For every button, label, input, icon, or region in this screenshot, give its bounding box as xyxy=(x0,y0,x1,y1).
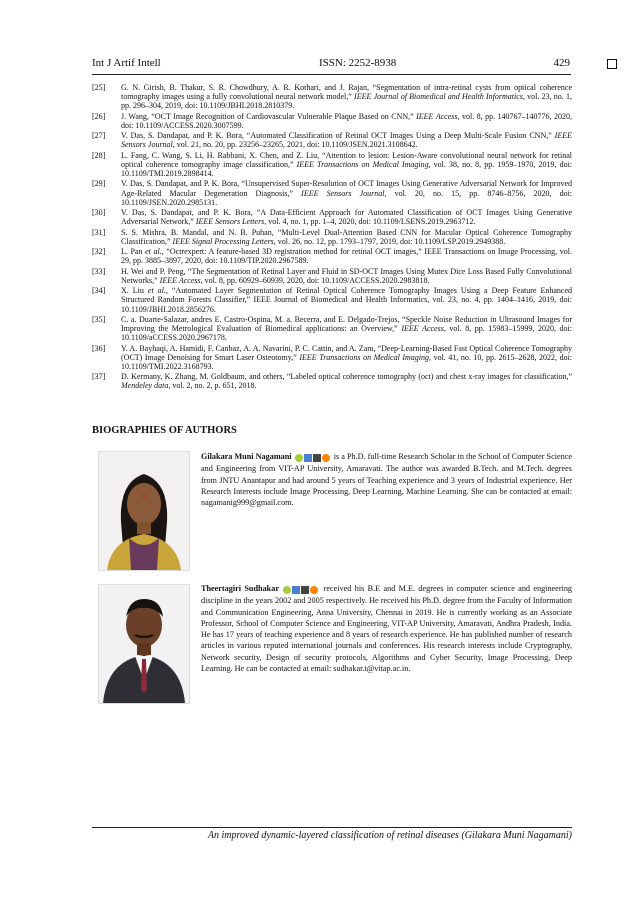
reference-text: V. Das, S. Dandapat, and P. K. Bora, “Automated Classification of Retinal OCT Images Using a Deep Multi-Scale Fusion CNN,” xyxy=(121,131,555,141)
reference-text: H. Wei and P. Peng, “The Segmentation of Retinal Layer and Fluid in SD-OCT Images Using Mutex Dice Loss Based Fully Convolutional Networks,” xyxy=(121,266,572,285)
reference-list xyxy=(92,83,572,392)
reference-details: , “Octrexpert: A feature-based 3D registration method for retinal OCT images,” IEEE Transactions on Image Processing, vol. 29, pp. 3885–3897, 2020, doi: 10.1109/TIP.2020.2967589. xyxy=(121,247,573,266)
reference-text: X. Liu xyxy=(121,286,148,296)
reference-venue: IEEE Sensors Journal xyxy=(301,188,385,198)
reference-text: V. Das, S. Dandapat, and P. K. Bora, “Unsupervised Super-Resolution of OCT Images Using Generative Adversarial Network for Improved Age-Related Macular Degeneration Diagnosis,” xyxy=(121,179,572,198)
reference-item xyxy=(92,247,572,265)
reference-text: Y. A. Bayhaqi, A. Hamidi, F. Canbaz, A. A. Navarini, P. C. Cattin, and A. Zam, “Deep-Learning-Based Fast Optical Coherence Tomography (OCT) Image Denoising for Smart Laser Osteotomy,” xyxy=(121,343,572,362)
reference-venue: Mendeley data xyxy=(121,381,169,391)
reference-venue: et al. xyxy=(147,286,166,296)
reference-text: S. S. Mishra, B. Mandal, and N. B. Puhan, “Multi-Level Dual-Attention Based CNN for Macular Optical Coherence Tomography Classification,” xyxy=(121,227,572,246)
reference-item xyxy=(92,315,572,343)
author2-portrait xyxy=(99,585,189,703)
reference-item xyxy=(92,228,572,246)
reference-venue: IEEE Journal of Biomedical and Health Informatics xyxy=(354,92,523,102)
reference-details: , vol. 8, pp. 140767–140776, 2020, doi: 10.1109/ACCESS.2020.3007599. xyxy=(121,111,572,130)
page-number: 429 xyxy=(553,57,570,69)
reference-details: , vol. 20, no. 15, pp. 8746–8756, 2020, doi: 10.1109/JSEN.2020.2985131. xyxy=(121,188,573,207)
reference-number: [35] xyxy=(92,314,106,324)
reference-details: , vol. 2, no. 2, p. 651, 2018. xyxy=(168,381,257,391)
reference-venue: IEEE Transactions on Medical Imaging xyxy=(296,159,429,169)
reference-details: , “Automated Layer Segmentation of Retinal Optical Coherence Tomography Images Using a Deep Feature Enhanced Structured Random Forests Classifier,” IEEE Journal of Biomedical and Health Informatics, vol. 23, no. 4, pp. 1404–1416, 2019, doi: 10.1109/JBHI.2018.2856276. xyxy=(121,286,572,314)
reference-text: L. Fang, C. Wang, S. Li, H. Rabbani, X. Chen, and Z. Liu, “Attention to lesion: Lesion-Aware convolutional neural network for retinal optical coherence tomography image classification,” xyxy=(121,150,572,169)
reference-venue: IEEE Access xyxy=(159,275,201,285)
reference-details: , vol. 38, no. 8, pp. 1959–1970, 2019, doi: 10.1109/TMI.2019.2898414. xyxy=(121,159,573,179)
scopus-icon[interactable] xyxy=(322,454,330,462)
reference-number: [32] xyxy=(92,247,106,257)
reference-venue: IEEE Transactions on Medical Imaging xyxy=(299,352,430,362)
reference-item xyxy=(92,344,572,372)
reference-venue: IEEE Access xyxy=(416,111,458,121)
author2-profile-links xyxy=(283,584,319,595)
author2-biography xyxy=(201,583,572,674)
page-header xyxy=(92,57,570,73)
reference-details: , vol. 8, pp. 60929–60939, 2020, doi: 10.1109/ACCESS.2020.2983818. xyxy=(200,275,430,285)
reference-number: [30] xyxy=(92,208,106,218)
reference-number: [31] xyxy=(92,227,106,237)
reference-text: G. N. Girish, B. Thakur, S. R. Chowdhury, A. R. Kothari, and J. Rajan, “Segmentation of intra-retinal cysts from optical coherence tomography images using a fully convolutional neural network model,” xyxy=(121,83,572,102)
checkbox-square-icon xyxy=(607,59,617,69)
reference-item xyxy=(92,151,572,179)
reference-item xyxy=(92,112,572,130)
google-scholar-icon[interactable] xyxy=(292,586,300,594)
web-of-science-icon[interactable] xyxy=(301,586,309,594)
issn: ISSN: 2252-8938 xyxy=(319,57,397,69)
author1-portrait xyxy=(99,452,189,570)
author1-biography xyxy=(201,451,572,508)
reference-number: [27] xyxy=(92,131,106,141)
reference-number: [25] xyxy=(92,83,106,92)
author1-photo xyxy=(98,451,190,571)
reference-details: , vol. 41, no. 10, pp. 2615–2628, 2022, doi: 10.1109/TMI.2022.3168793. xyxy=(121,352,573,371)
author2-name: Theertagiri Sudhakar xyxy=(201,584,279,593)
reference-item xyxy=(92,267,572,285)
reference-number: [26] xyxy=(92,111,106,121)
reference-text: J. Wang, “OCT Image Recognition of Cardiovascular Vulnerable Plaque Based on CNN,” xyxy=(121,111,417,121)
reference-details: , vol. 8, pp. 15983–15999, 2020, doi: 10.1109/aCCESS.2020.2967178. xyxy=(121,324,572,343)
reference-details: , vol. 26, no. 12, pp. 1793–1797, 2019, doi: 10.1109/LSP.2019.2949388. xyxy=(273,236,506,246)
journal-name: Int J Artif Intell xyxy=(92,57,161,69)
author1-profile-links xyxy=(295,452,331,463)
biographies-heading: BIOGRAPHIES OF AUTHORS xyxy=(92,425,237,436)
reference-item xyxy=(92,83,572,111)
footer-divider xyxy=(92,827,572,828)
orcid-icon[interactable] xyxy=(295,454,303,462)
reference-number: [28] xyxy=(92,150,106,160)
reference-details: , vol. 21, no. 20, pp. 23256–23265, 2021, doi: 10.1109/JSEN.2021.3108642. xyxy=(172,140,418,150)
reference-venue: IEEE Sensors Journal xyxy=(121,131,572,150)
reference-number: [36] xyxy=(92,343,106,353)
header-divider xyxy=(92,74,571,75)
reference-item xyxy=(92,208,572,226)
page-footer: An improved dynamic-layered classification of retinal diseases (Gilakara Muni Nagamani) xyxy=(207,830,572,841)
reference-number: [33] xyxy=(92,266,106,276)
reference-number: [34] xyxy=(92,286,106,296)
reference-details: , vol. 4, no. 1, pp. 1–4, 2020, doi: 10.1109/LSENS.2019.2963712. xyxy=(264,217,476,227)
author2-biography-text: received his B.E and M.E. degrees in computer science and engineering discipline in the years 2002 and 2005 respectively. He received his Ph.D. degree from the Faculty of Information and Communication Engineering, Anna University, Chennai in 2019. He is currently working as an Associate Professor, School of Computer Science and Engineering, VIT-AP University, Amaravati, Andhra Pradesh, India. He has 17 years of teaching experience and 8 years of research experience. He has published number of research articles in various reputed international journals and conferences. His research interests include Cryptography, Network security, Design of security protocols, Algorithms and Cyber Security, Image Processing, Deep Learning. He can be contacted at email: sudhakar.t@vitap.ac.in. xyxy=(201,584,573,674)
reference-venue: et al. xyxy=(145,247,162,257)
reference-number: [37] xyxy=(92,372,106,382)
reference-text: C. a. Duarte-Salazar, andres E. Castro-Ospina, M. a. Becerra, and E. Delgado-Trejos, “Speckle Noise Reduction in Ultrasound Images for Improving the Metrological Evaluation of Biomedical applications: an Overview,” xyxy=(121,314,572,334)
author1-name: Gilakara Muni Nagamani xyxy=(201,452,292,461)
reference-venue: IEEE Access xyxy=(401,324,444,334)
orcid-icon[interactable] xyxy=(283,586,291,594)
reference-details: , vol. 23, no. 1, pp. 296–304, 2019, doi: 10.1109/JBHI.2018.2810379. xyxy=(121,92,573,111)
reference-text: D. Kermany, K. Zhang, M. Goldbaum, and others, “Labeled optical coherence tomography (oct) and chest x-ray images for classification,” xyxy=(121,372,572,382)
reference-item xyxy=(92,286,572,314)
reference-venue: IEEE Signal Processing Letters xyxy=(172,236,274,246)
reference-text: V. Das, S. Dandapat, and P. K. Bora, “A Data-Efficient Approach for Automated Classification of OCT Images Using Generative Adversarial Network,” xyxy=(121,208,572,227)
reference-text: L. Pan xyxy=(121,247,146,257)
reference-item xyxy=(92,131,572,149)
reference-venue: IEEE Sensors Letters xyxy=(195,217,265,227)
scopus-icon[interactable] xyxy=(310,586,318,594)
author2-photo xyxy=(98,584,190,704)
reference-item xyxy=(92,179,572,207)
reference-item xyxy=(92,372,572,390)
google-scholar-icon[interactable] xyxy=(304,454,312,462)
reference-number: [29] xyxy=(92,179,106,189)
author1-biography-text: is a Ph.D. full-time Research Scholar in the School of Computer Science and Engineering from VIT-AP University, Amaravati. The author was awarded B.Tech. and M.Tech. degrees from JNTU Anantapur and had around 5 years of Teaching experience and 3 years of Industrial experience. Her Research Interests include Image Processing, Deep Learning, Machine Learning. She can be contacted at email: nagamanig999@gmail.com. xyxy=(201,452,573,508)
web-of-science-icon[interactable] xyxy=(313,454,321,462)
